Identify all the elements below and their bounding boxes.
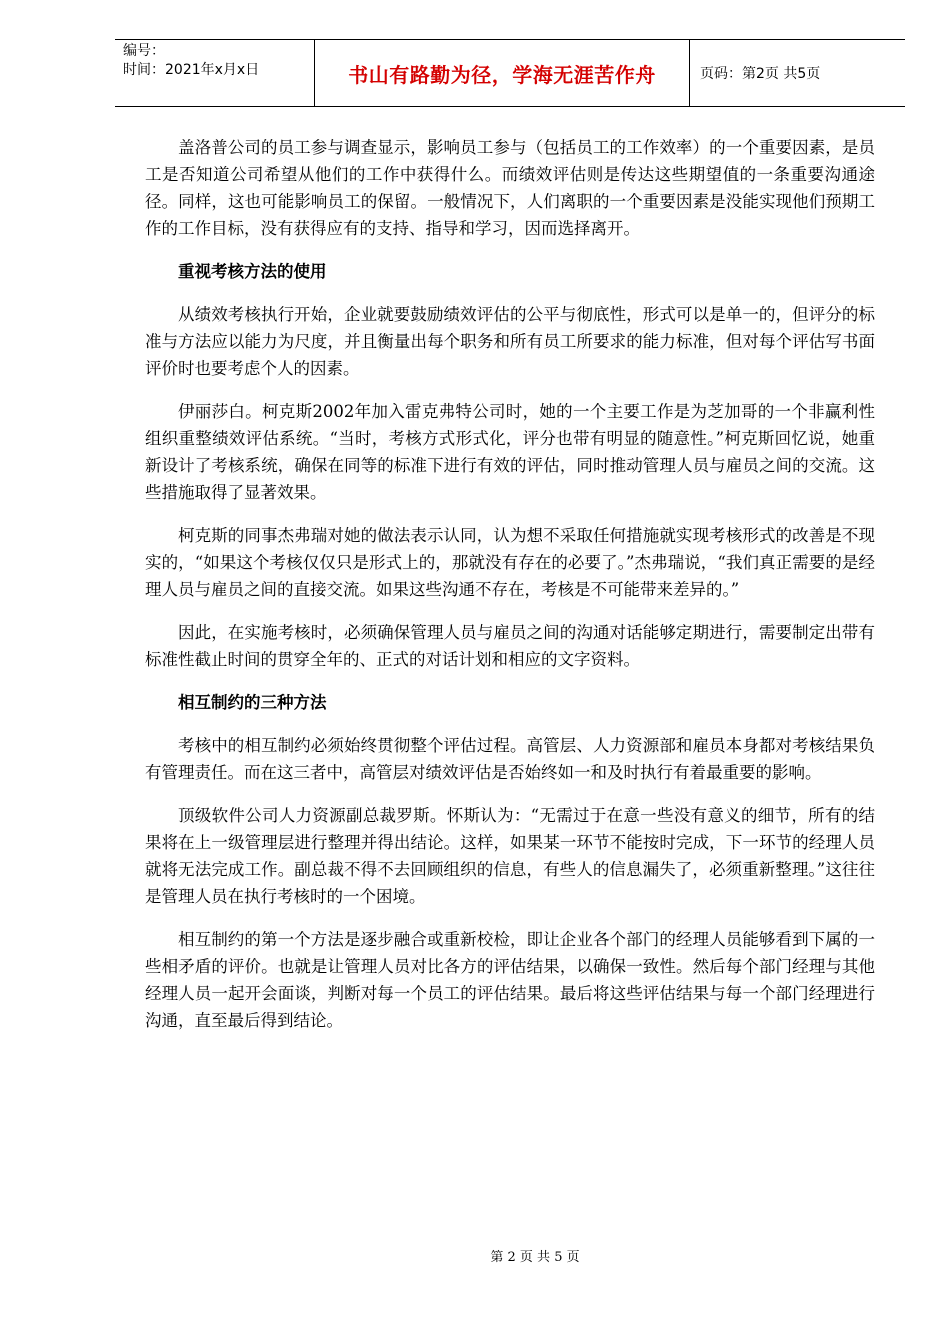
section-heading: 重视考核方法的使用 [178,262,327,281]
page-footer: 第 2 页 共 5 页 [490,1250,580,1265]
header-number: 编号： [123,43,165,59]
paragraph: 盖洛普公司的员工参与调查显示，影响员工参与（包括员工的工作效率）的一个重要因素，是员工是否知道公司希望从他们的工作中获得什么。而绩效评估则是传达这些期望值的一条重要沟通途径。同样，这也可能影响员工的保留。一般情况下，人们离职的一个重要因素是没能实现他们预期工作的工作目标，没有获得应有的支持、指导和学习，因而选择离开。 [145,138,875,238]
paragraph: 相互制约的第一个方法是逐步融合或重新校检，即让企业各个部门的经理人员能够看到下属的一些相矛盾的评价。也就是让管理人员对比各方的评估结果，以确保一致性。然后每个部门经理与其他经理人员一起开会面谈，判断对每一个员工的评估结果。最后将这些评估结果与每一个部门经理进行沟通，直至最后得到结论。 [145,930,875,1030]
header-time: 时间：2021年x月x日 [123,62,260,78]
paragraph: 因此，在实施考核时，必须确保管理人员与雇员之间的沟通对话能够定期进行，需要制定出带有标准性截止时间的贯穿全年的、正式的对话计划和相应的文字资料。 [145,623,875,669]
paragraph: 柯克斯的同事杰弗瑞对她的做法表示认同，认为想不采取任何措施就实现考核形式的改善是不现实的，“如果这个考核仅仅只是形式上的，那就没有存在的必要了。”杰弗瑞说，“我们真正需要的是经理人员与雇员之间的直接交流。如果这些沟通不存在，考核是不可能带来差异的。” [145,526,875,599]
header-meta [115,40,315,106]
document-body [145,134,875,1050]
page-header [115,39,905,107]
paragraph: 考核中的相互制约必须始终贯彻整个评估过程。高管层、人力资源部和雇员本身都对考核结果负有管理责任。而在这三者中，高管层对绩效评估是否始终如一和及时执行有着最重要的影响。 [145,736,875,782]
header-motto: 书山有路勤为径，学海无涯苦作舟 [315,40,690,106]
header-page-code: 页码：第2页 共5页 [700,66,821,82]
paragraph: 伊丽莎白。柯克斯2002年加入雷克弗特公司时，她的一个主要工作是为芝加哥的一个非赢利性组织重整绩效评估系统。“当时，考核方式形式化，评分也带有明显的随意性。”柯克斯回忆说，她重新设计了考核系统，确保在同等的标准下进行有效的评估，同时推动管理人员与雇员之间的交流。这些措施取得了显著效果。 [145,402,875,502]
paragraph: 顶级软件公司人力资源副总裁罗斯。怀斯认为：“无需过于在意一些没有意义的细节，所有的结果将在上一级管理层进行整理并得出结论。这样，如果某一环节不能按时完成，下一环节的经理人员就将无法完成工作。副总裁不得不去回顾组织的信息，有些人的信息漏失了，必须重新整理。”这往往是管理人员在执行考核时的一个困境。 [145,806,875,906]
section-heading: 相互制约的三种方法 [178,693,327,712]
paragraph: 从绩效考核执行开始，企业就要鼓励绩效评估的公平与彻底性，形式可以是单一的，但评分的标准与方法应以能力为尺度，并且衡量出每个职务和所有员工所要求的能力标准，但对每个评估写书面评价时也要考虑个人的因素。 [145,305,875,378]
